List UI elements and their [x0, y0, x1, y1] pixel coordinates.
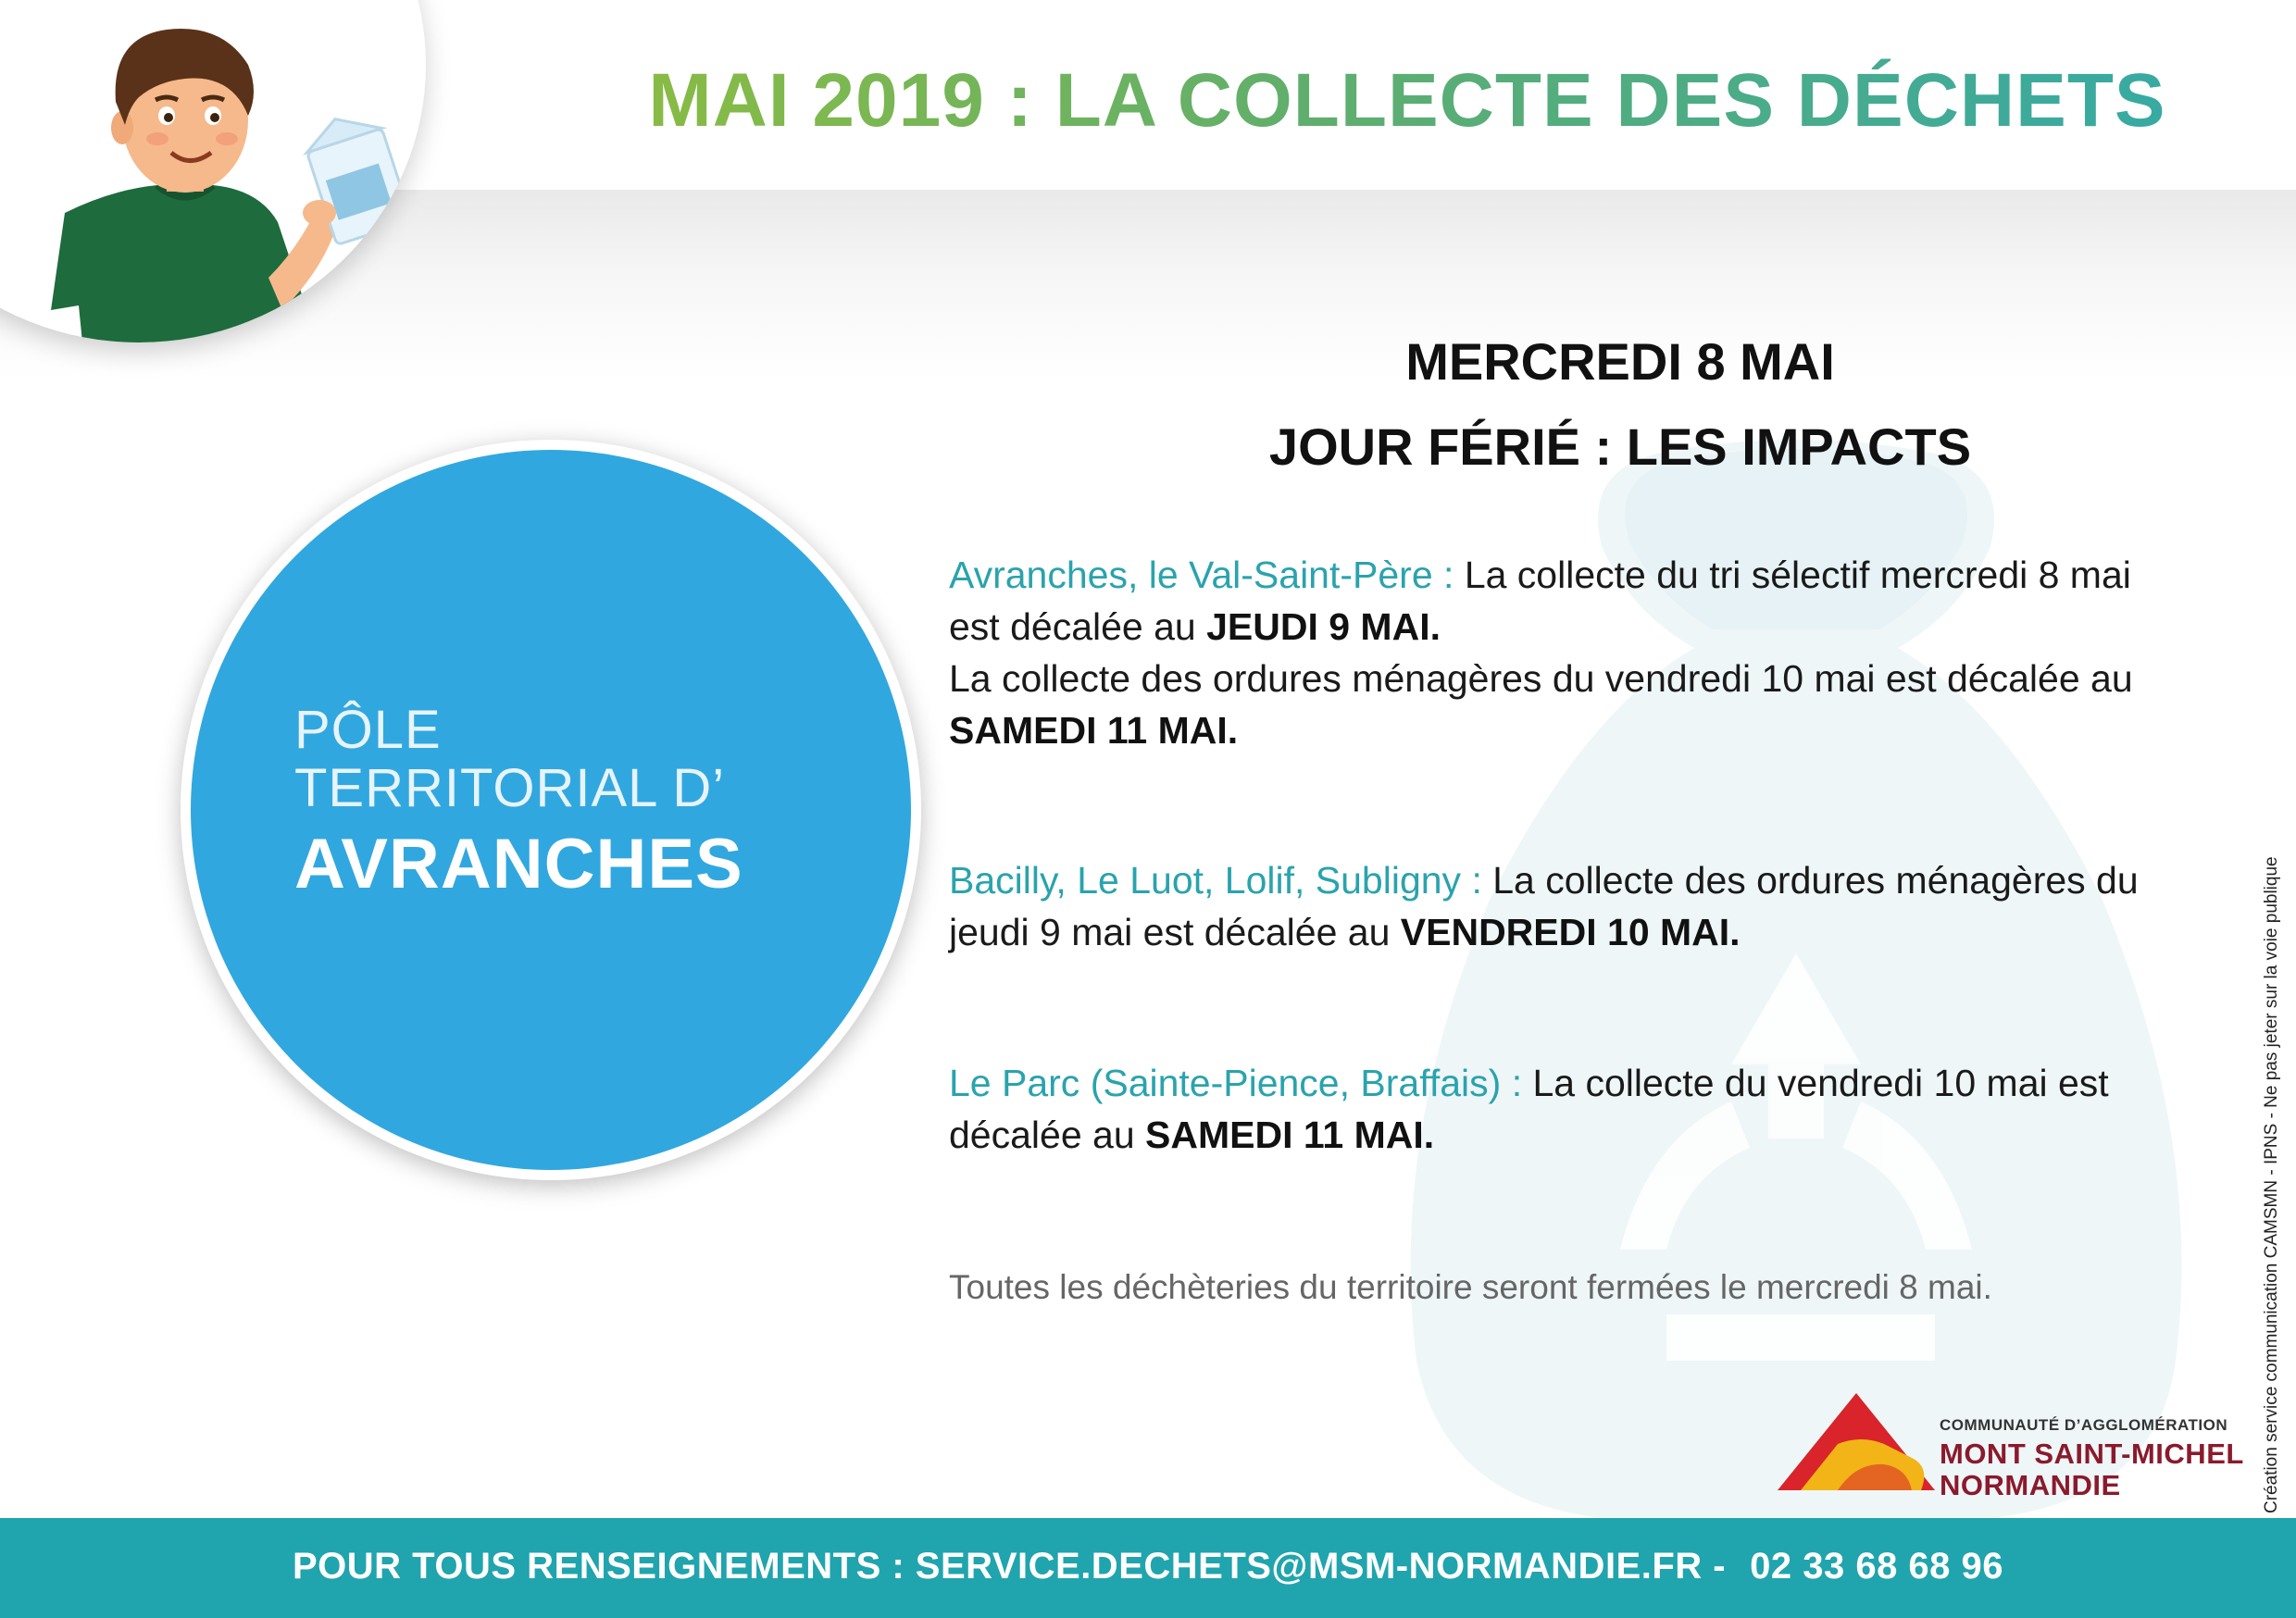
closure-note: Toutes les déchèteries du territoire seront fermées le mercredi 8 mai. [949, 1268, 1992, 1306]
pole-label-line2: TERRITORIAL D’ [294, 758, 726, 818]
holiday-heading [1065, 319, 2176, 490]
holiday-heading-date: MERCREDI 8 MAI [1405, 332, 1835, 391]
footer-contact [0, 1546, 2296, 1587]
logo-subtitle: COMMUNAUTÉ D’AGGLOMÉRATION [1940, 1416, 2228, 1434]
new-date: VENDREDI 10 MAI. [1400, 911, 1741, 953]
logo-name-line2: NORMANDIE [1940, 1469, 2121, 1501]
credit-text: Création service communication CAMSMN - IPNS - Ne pas jeter sur la voie publique [2262, 856, 2281, 1513]
new-date: JEUDI 9 MAI. [1206, 605, 1441, 648]
impact-paragraph-bacilly [949, 854, 2152, 958]
mascot-frame [0, 0, 426, 342]
place-label: Avranches, le Val-Saint-Père : [949, 554, 1454, 596]
place-label: Bacilly, Le Luot, Lolif, Subligny : [949, 859, 1482, 902]
pole-name: AVRANCHES [294, 825, 743, 903]
new-date: SAMEDI 11 MAI. [949, 709, 1239, 752]
agglomeration-logo [1773, 1388, 1940, 1495]
holiday-heading-impacts: JOUR FÉRIÉ : LES IMPACTS [1268, 417, 1972, 476]
pole-label-line1: PÔLE [294, 700, 442, 760]
impact-text: La collecte des ordures ménagères du vendredi 10 mai est décalée au [949, 657, 2133, 700]
place-label: Le Parc (Sainte-Pience, Braffais) : [949, 1062, 1523, 1104]
impact-paragraph-avranches [949, 549, 2152, 756]
page-title: MAI 2019 : LA COLLECTE DES DÉCHETS [555, 57, 2259, 144]
logo-name-line1: MONT SAINT-MICHEL [1940, 1438, 2244, 1470]
new-date: SAMEDI 11 MAI. [1145, 1114, 1435, 1156]
impact-text: La collecte du tri sélectif mercredi 8 mai est décalée au [949, 554, 2131, 648]
impact-paragraph-le-parc [949, 1057, 2152, 1161]
impact-text: La collecte du vendredi 10 mai est décalée au [949, 1062, 2109, 1156]
impact-text: La collecte des ordures ménagères du jeudi 9 mai est décalée au [949, 859, 2139, 953]
footer-phone[interactable]: 02 33 68 68 96 [1750, 1546, 2004, 1587]
mascot-illustration [0, 0, 426, 342]
footer-email-label[interactable]: POUR TOUS RENSEIGNEMENTS : SERVICE.DECHETS@MSM-NORMANDIE.FR - [292, 1546, 1727, 1587]
